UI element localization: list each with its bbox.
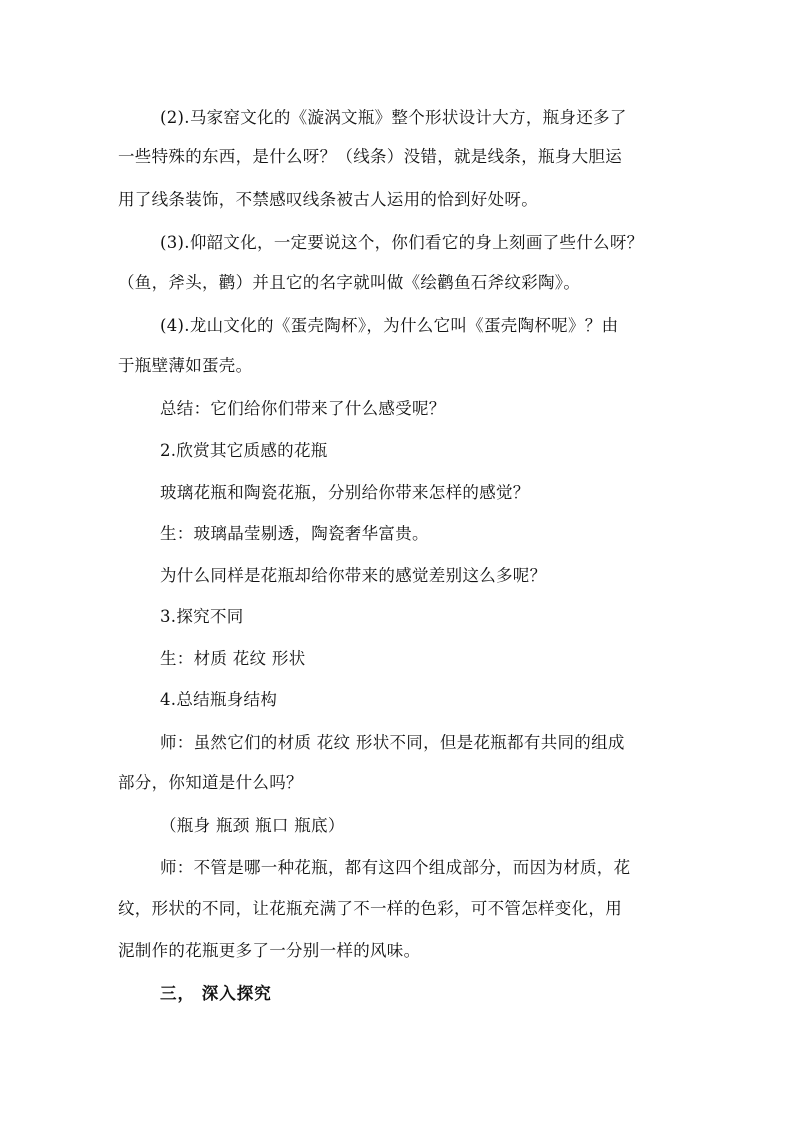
- vase-parts: （瓶身 瓶颈 瓶口 瓶底）: [160, 816, 345, 835]
- glass-ceramic-question: 玻璃花瓶和陶瓷花瓶，分别给你带来怎样的感觉？: [160, 483, 530, 502]
- teacher-summary-line-3: 泥制作的花瓶更多了一分别一样的风味。: [118, 941, 421, 960]
- student-answer-2: 生：材质 花纹 形状: [160, 649, 306, 668]
- paragraph-2-line-3: 用了线条装饰，不禁感叹线条被古人运用的恰到好处呀。: [118, 190, 538, 209]
- paragraph-4-line-1: (4).龙山文化的《蛋壳陶杯》，为什么它叫《蛋壳陶杯呢》？由: [160, 316, 619, 335]
- paragraph-2-line-1: (2).马家窑文化的《漩涡文瓶》整个形状设计大方，瓶身还多了: [160, 108, 627, 127]
- section-3-title: 3.探究不同: [160, 607, 244, 626]
- teacher-line-2: 部分，你知道是什么吗？: [118, 773, 303, 792]
- summary-question: 总结：它们给你们带来了什么感受呢？: [160, 399, 446, 418]
- section-3-heading: 三， 深入探究: [160, 984, 272, 1003]
- student-answer-1: 生：玻璃晶莹剔透，陶瓷奢华富贵。: [160, 524, 429, 543]
- section-4-title: 4.总结瓶身结构: [160, 690, 278, 709]
- paragraph-3-line-2: （鱼，斧头，鹳）并且它的名字就叫做《绘鹳鱼石斧纹彩陶》。: [118, 273, 581, 292]
- difference-question: 为什么同样是花瓶却给你带来的感觉差别这么多呢？: [160, 566, 547, 585]
- teacher-summary-line-2: 纹，形状的不同，让花瓶充满了不一样的色彩，可不管怎样变化，用: [118, 899, 622, 918]
- section-2-title: 2.欣赏其它质感的花瓶: [160, 441, 328, 460]
- teacher-summary-line-1: 师：不管是哪一种花瓶，都有这四个组成部分，而因为材质，花: [160, 858, 631, 877]
- paragraph-2-line-2: 一些特殊的东西，是什么呀？（线条）没错，就是线条，瓶身大胆运: [118, 147, 622, 166]
- teacher-line-1: 师：虽然它们的材质 花纹 形状不同，但是花瓶都有共同的组成: [160, 733, 625, 752]
- paragraph-4-line-2: 于瓶壁薄如蛋壳。: [118, 356, 253, 375]
- paragraph-3-line-1: (3).仰韶文化，一定要说这个，你们看它的身上刻画了些什么呀？: [160, 233, 644, 252]
